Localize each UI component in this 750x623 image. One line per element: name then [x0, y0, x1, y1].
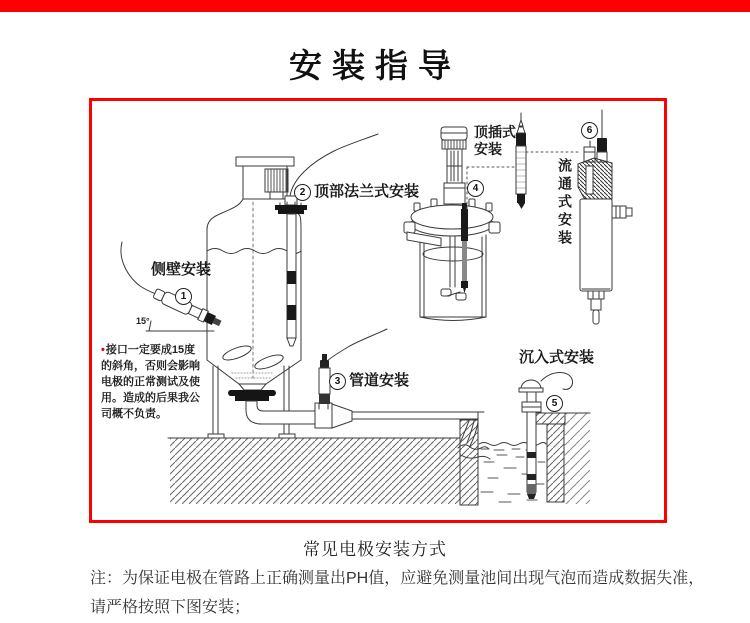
page-title: 安装指导: [289, 47, 461, 84]
note-line-2: 请严格按照下图安装；: [90, 599, 251, 616]
diagram-caption: 常见电极安装方式: [303, 540, 447, 559]
warning-line: 电极的正常测试及使: [101, 376, 200, 388]
marker-2: 2: [294, 184, 311, 201]
warning-line: 的斜角，否则会影响: [101, 360, 200, 372]
angle-15-label: 15°: [136, 316, 150, 326]
label-submerged: 沉入式安装: [519, 349, 595, 366]
note-line-1: 注：为保证电极在管路上正确测量出PH值，应避免测量池间出现气泡而造成数据失准，: [90, 570, 705, 587]
warning-bullet: •: [101, 344, 105, 356]
label-top-insert: 顶插式安装: [474, 124, 516, 157]
marker-1: 1: [175, 288, 192, 305]
label-side-wall: 侧壁安装: [151, 261, 212, 278]
top-red-bar: [0, 0, 750, 12]
marker-5: 5: [546, 395, 563, 412]
warning-line: 用。造成的后果我公: [101, 392, 200, 404]
warning-line: [101, 342, 207, 358]
warning-text: 接口一定要成15度: [105, 344, 196, 356]
note-text: [90, 564, 710, 622]
marker-3: 3: [329, 373, 346, 390]
diagram-lines: [121, 110, 632, 505]
label-top-flange: 顶部法兰式安装: [314, 183, 420, 200]
marker-6: 6: [581, 122, 598, 139]
installation-diagram: [89, 98, 667, 523]
label-flow-through: 流通式安装: [557, 158, 573, 248]
warning-note: [101, 342, 207, 422]
warning-line: 司概不负责。: [101, 408, 167, 420]
marker-4: 4: [467, 180, 484, 197]
label-pipeline: 管道安装: [349, 372, 410, 389]
